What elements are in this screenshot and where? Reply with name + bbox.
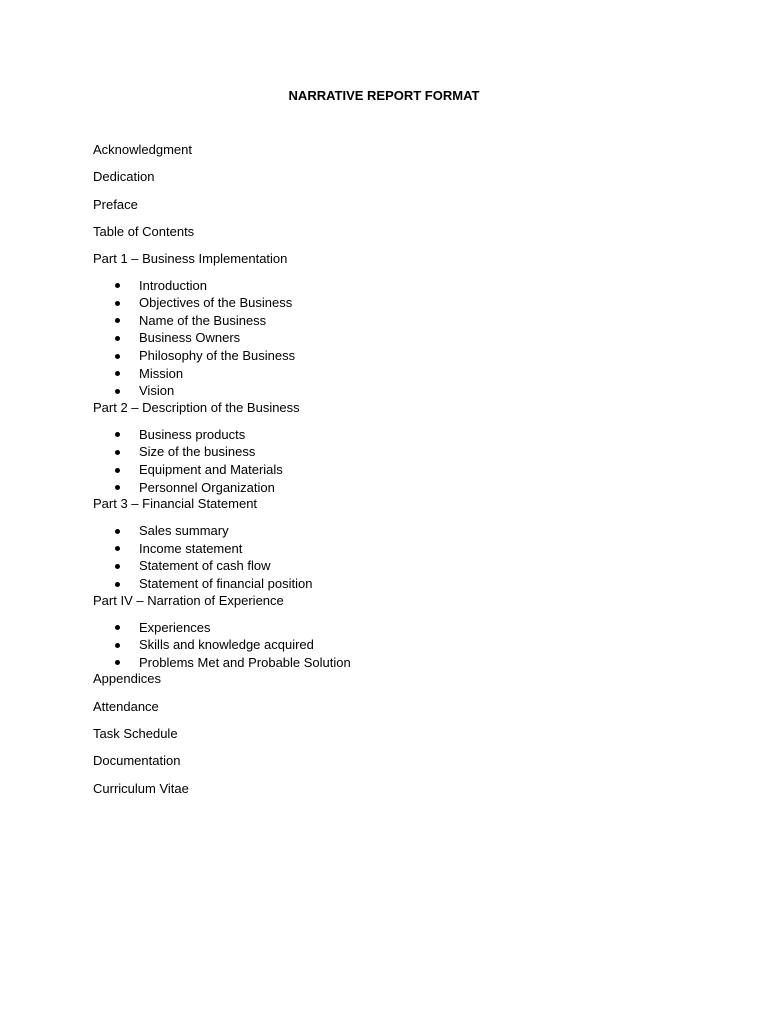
part-item-list bbox=[93, 619, 693, 672]
list-item-label: Objectives of the Business bbox=[139, 295, 293, 311]
list-item-label: Experiences bbox=[139, 619, 211, 635]
bullet-icon bbox=[115, 564, 120, 569]
page-title: NARRATIVE REPORT FORMAT bbox=[288, 88, 480, 103]
list-item bbox=[93, 540, 693, 558]
bullet-icon bbox=[115, 485, 120, 490]
list-item bbox=[93, 479, 693, 497]
back-matter-item: Documentation bbox=[93, 753, 181, 769]
list-item-label: Business Owners bbox=[139, 330, 241, 346]
list-item bbox=[93, 312, 693, 330]
list-item-label: Statement of cash flow bbox=[139, 558, 271, 574]
list-item-label: Skills and knowledge acquired bbox=[139, 637, 314, 653]
list-item-label: Size of the business bbox=[139, 444, 256, 460]
list-item bbox=[93, 443, 693, 461]
back-matter-item: Attendance bbox=[93, 698, 159, 714]
list-item-label: Mission bbox=[139, 365, 184, 381]
list-item-label: Vision bbox=[139, 383, 175, 399]
bullet-icon bbox=[115, 283, 120, 288]
list-item bbox=[93, 277, 693, 295]
part-item-list bbox=[93, 277, 693, 400]
list-item-label: Sales summary bbox=[139, 523, 229, 539]
part-heading: Part IV – Narration of Experience bbox=[93, 592, 284, 608]
part-item-list bbox=[93, 426, 693, 496]
back-matter-item: Curriculum Vitae bbox=[93, 780, 189, 796]
bullet-icon bbox=[115, 354, 120, 359]
list-item bbox=[93, 636, 693, 654]
part-item-list bbox=[93, 522, 693, 592]
list-item-label: Business products bbox=[139, 426, 246, 442]
part-heading: Part 3 – Financial Statement bbox=[93, 496, 258, 512]
list-item bbox=[93, 557, 693, 575]
list-item bbox=[93, 575, 693, 593]
bullet-icon bbox=[115, 660, 120, 665]
list-item-label: Income statement bbox=[139, 540, 243, 556]
list-item bbox=[93, 426, 693, 444]
list-item bbox=[93, 522, 693, 540]
list-item bbox=[93, 461, 693, 479]
document-body bbox=[93, 142, 693, 808]
list-item bbox=[93, 619, 693, 637]
list-item-label: Name of the Business bbox=[139, 312, 267, 328]
list-item-label: Introduction bbox=[139, 277, 207, 293]
bullet-icon bbox=[115, 529, 120, 534]
bullet-icon bbox=[115, 582, 120, 587]
front-matter-item: Acknowledgment bbox=[93, 142, 192, 157]
list-item bbox=[93, 382, 693, 400]
list-item-label: Statement of financial position bbox=[139, 576, 313, 591]
bullet-icon bbox=[115, 336, 120, 341]
front-matter-item: Dedication bbox=[93, 169, 155, 185]
list-item-label: Personnel Organization bbox=[139, 479, 275, 495]
list-item bbox=[93, 329, 693, 347]
list-item bbox=[93, 347, 693, 365]
back-matter-item: Appendices bbox=[93, 671, 161, 687]
bullet-icon bbox=[115, 450, 120, 455]
bullet-icon bbox=[115, 318, 120, 323]
list-item bbox=[93, 365, 693, 383]
bullet-icon bbox=[115, 643, 120, 648]
front-matter-item: Preface bbox=[93, 196, 138, 212]
part-heading: Part 2 – Description of the Business bbox=[93, 399, 300, 415]
part-heading: Part 1 – Business Implementation bbox=[93, 251, 288, 267]
back-matter-item: Task Schedule bbox=[93, 725, 178, 741]
bullet-icon bbox=[115, 371, 120, 376]
list-item bbox=[93, 294, 693, 312]
bullet-icon bbox=[115, 389, 120, 394]
bullet-icon bbox=[115, 432, 120, 437]
list-item-label: Equipment and Materials bbox=[139, 462, 283, 478]
bullet-icon bbox=[115, 625, 120, 630]
list-item bbox=[93, 654, 693, 672]
bullet-icon bbox=[115, 301, 120, 306]
bullet-icon bbox=[115, 546, 120, 551]
list-item-label: Philosophy of the Business bbox=[139, 348, 296, 364]
front-matter-item: Table of Contents bbox=[93, 223, 195, 239]
bullet-icon bbox=[115, 468, 120, 473]
list-item-label: Problems Met and Probable Solution bbox=[139, 654, 351, 670]
